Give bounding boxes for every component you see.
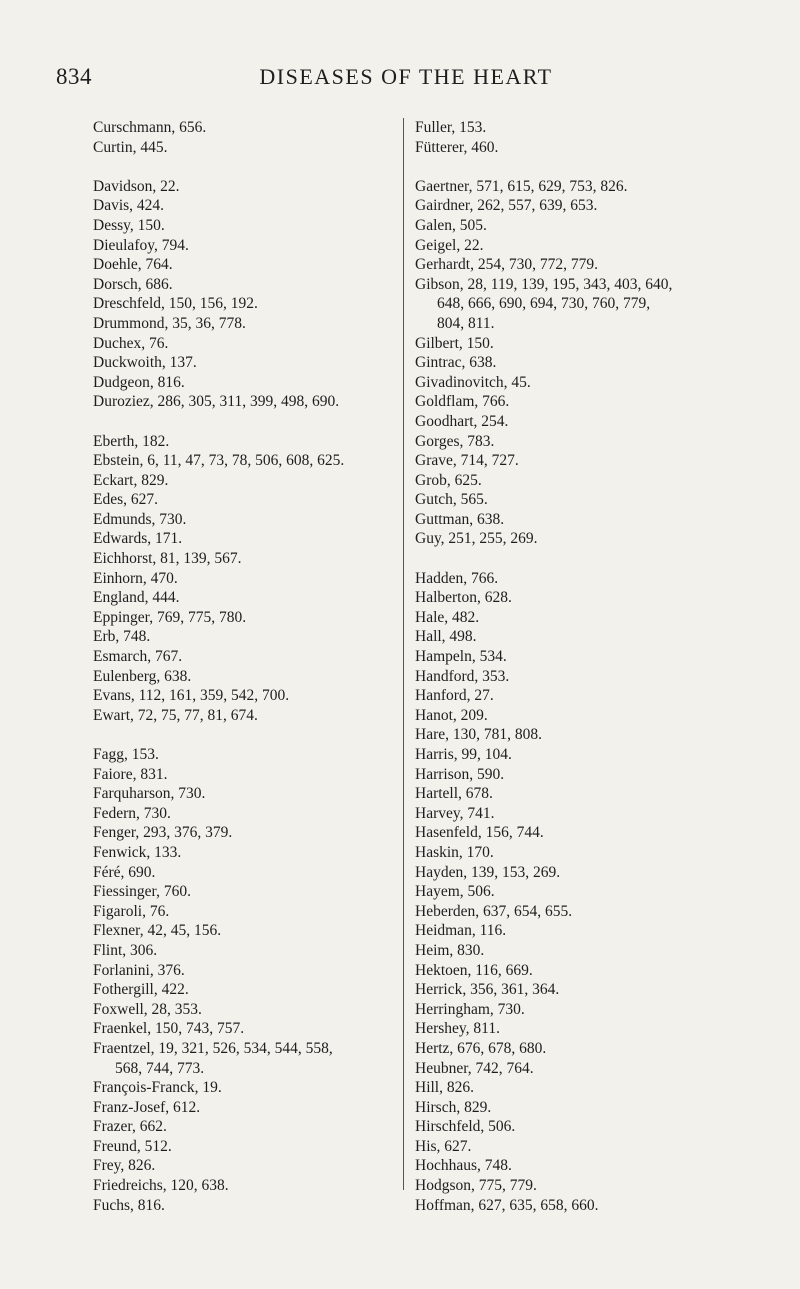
index-entry: Eckart, 829. xyxy=(93,471,169,489)
index-entry: Fraenkel, 150, 743, 757. xyxy=(93,1020,245,1038)
index-entry: Gerhardt, 254, 730, 772, 779. xyxy=(415,256,598,274)
index-entry: Erb, 748. xyxy=(93,628,151,646)
index-entry: François-Franck, 19. xyxy=(93,1079,222,1097)
group-spacer xyxy=(415,549,785,569)
index-entry: Herringham, 730. xyxy=(415,1000,525,1018)
index-entry-continuation: 568, 744, 773. xyxy=(115,1059,205,1077)
index-entry: Herrick, 356, 361, 364. xyxy=(415,981,560,999)
index-entry: Duroziez, 286, 305, 311, 399, 498, 690. xyxy=(93,393,340,411)
index-entry: Galen, 505. xyxy=(415,216,487,234)
index-entry: Guttman, 638. xyxy=(415,510,505,528)
index-entry: Heberden, 637, 654, 655. xyxy=(415,902,573,920)
index-entry: England, 444. xyxy=(93,589,180,607)
index-entry: Esmarch, 767. xyxy=(93,648,183,666)
index-entry: Friedreichs, 120, 638. xyxy=(93,1177,229,1195)
index-entry: Harvey, 741. xyxy=(415,804,495,822)
index-entry: Fuchs, 816. xyxy=(93,1196,165,1214)
index-entry: Gilbert, 150. xyxy=(415,334,494,352)
index-entry: Grave, 714, 727. xyxy=(415,452,519,470)
index-entry: Fenger, 293, 376, 379. xyxy=(93,824,233,842)
index-entry: Farquharson, 730. xyxy=(93,785,206,803)
index-entry: Hirschfeld, 506. xyxy=(415,1118,516,1136)
index-entry: Duchex, 76. xyxy=(93,334,169,352)
index-entry: Goodhart, 254. xyxy=(415,412,509,430)
index-entry: Eulenberg, 638. xyxy=(93,667,192,685)
index-entry: Flint, 306. xyxy=(93,941,158,959)
index-entry: Eichhorst, 81, 139, 567. xyxy=(93,550,242,568)
index-entry: Halberton, 628. xyxy=(415,589,512,607)
index-entry: Hill, 826. xyxy=(415,1079,474,1097)
index-entry: Hertz, 676, 678, 680. xyxy=(415,1039,547,1057)
index-column-left xyxy=(93,118,393,1215)
index-entry: Gairdner, 262, 557, 639, 653. xyxy=(415,197,598,215)
index-entry: Dieulafoy, 794. xyxy=(93,236,189,254)
index-column-right xyxy=(403,118,785,1214)
index-entry: Hadden, 766. xyxy=(415,569,499,587)
index-entry: Dudgeon, 816. xyxy=(93,373,185,391)
index-entry: Guy, 251, 255, 269. xyxy=(415,530,538,548)
index-entry: Davis, 424. xyxy=(93,197,165,215)
index-entry: Handford, 353. xyxy=(415,667,510,685)
index-entry: Hoffman, 627, 635, 658, 660. xyxy=(415,1196,599,1214)
index-entry: Gibson, 28, 119, 139, 195, 343, 403, 640, xyxy=(415,275,673,293)
index-entry: Fiessinger, 760. xyxy=(93,883,191,901)
index-entry: Grob, 625. xyxy=(415,471,482,489)
index-entry: Edmunds, 730. xyxy=(93,510,187,528)
index-entry: Gutch, 565. xyxy=(415,491,488,509)
index-entry: Hayden, 139, 153, 269. xyxy=(415,863,561,881)
index-entry: Eberth, 182. xyxy=(93,432,170,450)
index-entry: Curtin, 445. xyxy=(93,138,168,156)
index-entry: Eppinger, 769, 775, 780. xyxy=(93,608,247,626)
index-entry: Hershey, 811. xyxy=(415,1020,500,1038)
page-header xyxy=(56,64,756,94)
index-entry: Edes, 627. xyxy=(93,491,159,509)
index-entry: Ewart, 72, 75, 77, 81, 674. xyxy=(93,706,258,724)
group-spacer xyxy=(93,412,393,432)
index-entry: Einhorn, 470. xyxy=(93,569,178,587)
index-entry: Hirsch, 829. xyxy=(415,1098,492,1116)
index-entry: Harrison, 590. xyxy=(415,765,505,783)
index-entry: Hare, 130, 781, 808. xyxy=(415,726,542,744)
index-entry: Hartell, 678. xyxy=(415,785,493,803)
index-entry: Fütterer, 460. xyxy=(415,138,499,156)
group-spacer xyxy=(93,725,393,745)
index-entry: Gintrac, 638. xyxy=(415,354,497,372)
index-entry: Forlanini, 376. xyxy=(93,961,185,979)
index-entry: Fenwick, 133. xyxy=(93,843,182,861)
index-entry: Hall, 498. xyxy=(415,628,477,646)
index-entry-continuation: 804, 811. xyxy=(437,314,495,332)
index-entry: Edwards, 171. xyxy=(93,530,183,548)
index-entry: Haskin, 170. xyxy=(415,843,494,861)
index-entry: Foxwell, 28, 353. xyxy=(93,1000,202,1018)
index-entry: Dessy, 150. xyxy=(93,216,165,234)
index-entry: Hanot, 209. xyxy=(415,706,488,724)
index-entry: Hanford, 27. xyxy=(415,687,494,705)
index-entry: Gaertner, 571, 615, 629, 753, 826. xyxy=(415,177,628,195)
index-entry: Davidson, 22. xyxy=(93,177,180,195)
index-entry: Hale, 482. xyxy=(415,608,480,626)
index-entry-continuation: 648, 666, 690, 694, 730, 760, 779, xyxy=(437,295,651,313)
index-entry: Fuller, 153. xyxy=(415,119,487,136)
index-entry: Fagg, 153. xyxy=(93,746,159,763)
index-entry: Doehle, 764. xyxy=(93,256,173,274)
index-entry: Gorges, 783. xyxy=(415,432,495,450)
index-entry: Figaroli, 76. xyxy=(93,902,170,920)
index-entry: Freund, 512. xyxy=(93,1137,172,1155)
group-spacer xyxy=(93,157,393,177)
index-entry: Heim, 830. xyxy=(415,941,485,959)
index-entry: Evans, 112, 161, 359, 542, 700. xyxy=(93,687,290,705)
index-entry: Fothergill, 422. xyxy=(93,981,189,999)
index-entry: Féré, 690. xyxy=(93,863,156,881)
running-title: DISEASES OF THE HEART xyxy=(259,64,553,89)
group-spacer xyxy=(415,157,785,177)
index-entry: Heubner, 742, 764. xyxy=(415,1059,534,1077)
index-entry: Goldflam, 766. xyxy=(415,393,510,411)
index-entry: Hodgson, 775, 779. xyxy=(415,1177,537,1195)
index-entry: Geigel, 22. xyxy=(415,236,484,254)
index-entry: Federn, 730. xyxy=(93,804,171,822)
index-entry: Harris, 99, 104. xyxy=(415,746,512,763)
index-entry: Hampeln, 534. xyxy=(415,648,507,666)
page-number: 834 xyxy=(56,64,92,89)
index-entry: Dorsch, 686. xyxy=(93,275,173,293)
index-entry: Hektoen, 116, 669. xyxy=(415,961,533,979)
index-entry: Givadinovitch, 45. xyxy=(415,373,531,391)
index-entry: Franz-Josef, 612. xyxy=(93,1098,201,1116)
index-entry: Curschmann, 656. xyxy=(93,119,207,136)
index-entry: Hayem, 506. xyxy=(415,883,495,901)
index-entry: Drummond, 35, 36, 778. xyxy=(93,314,246,332)
index-entry: Frazer, 662. xyxy=(93,1118,167,1136)
index-entry: Fraentzel, 19, 321, 526, 534, 544, 558, xyxy=(93,1039,333,1057)
index-entry: His, 627. xyxy=(415,1137,472,1155)
index-entry: Dreschfeld, 150, 156, 192. xyxy=(93,295,258,313)
index-entry: Duckwoith, 137. xyxy=(93,354,197,372)
index-entry: Faiore, 831. xyxy=(93,765,168,783)
index-entry: Frey, 826. xyxy=(93,1157,156,1175)
index-entry: Ebstein, 6, 11, 47, 73, 78, 506, 608, 625. xyxy=(93,452,345,470)
index-entry: Flexner, 42, 45, 156. xyxy=(93,922,222,940)
index-entry: Hasenfeld, 156, 744. xyxy=(415,824,544,842)
index-entry: Hochhaus, 748. xyxy=(415,1157,512,1175)
index-entry: Heidman, 116. xyxy=(415,922,507,940)
